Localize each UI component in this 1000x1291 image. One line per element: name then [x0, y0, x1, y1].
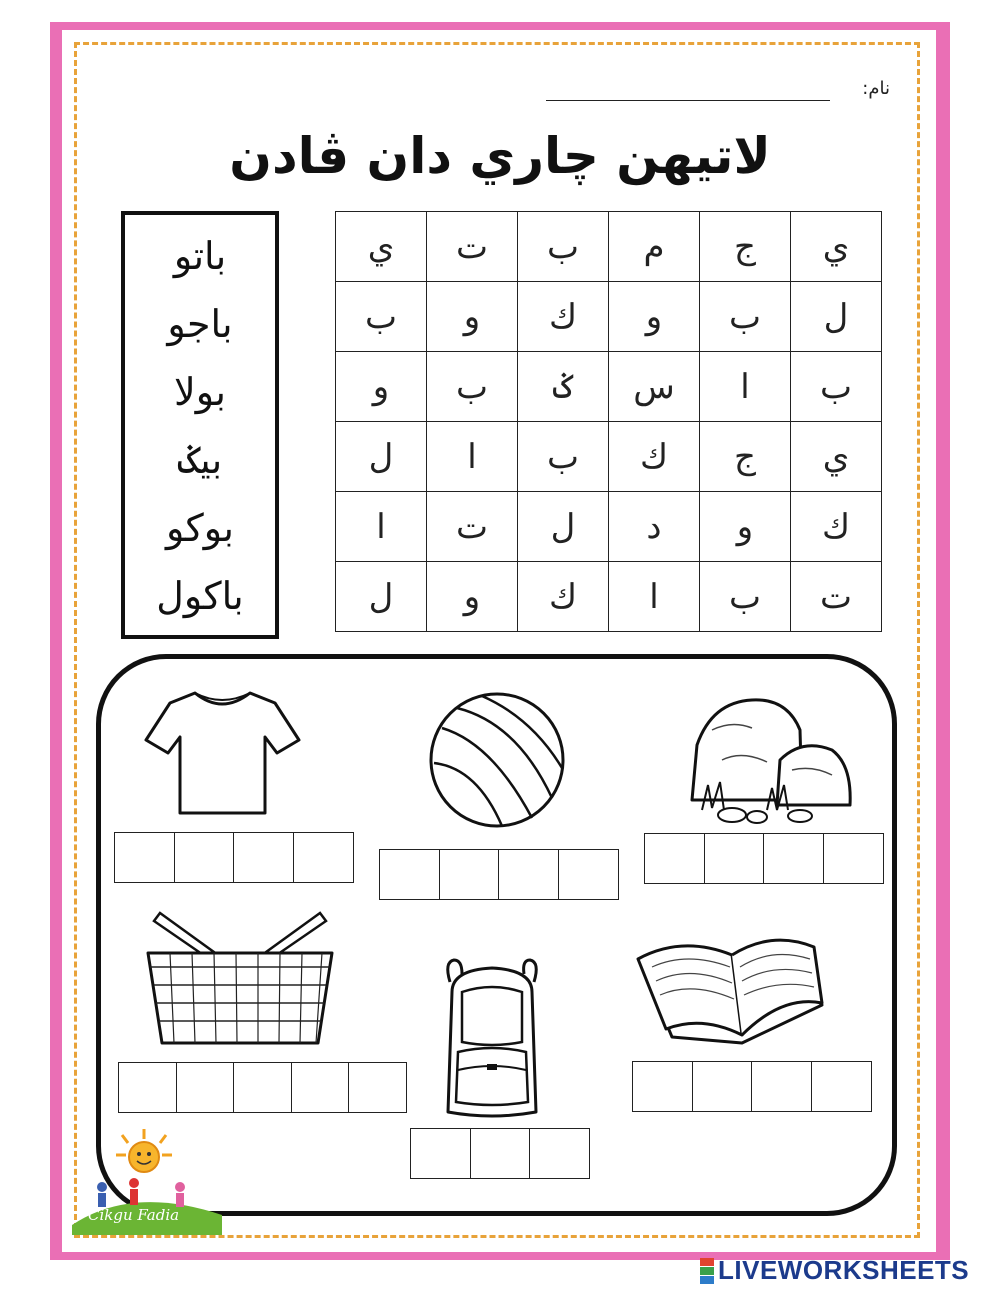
grid-cell[interactable]: ل	[336, 422, 427, 492]
answer-box[interactable]	[811, 1061, 872, 1112]
answer-box[interactable]	[644, 833, 705, 884]
grid-cell[interactable]: ب	[791, 352, 882, 422]
grid-cell[interactable]: و	[700, 492, 791, 562]
answer-boxes-shirt	[114, 832, 354, 883]
backpack-icon	[432, 952, 552, 1122]
rock-icon	[682, 690, 857, 830]
name-label: نام:	[862, 78, 890, 99]
word-search-grid	[335, 211, 882, 632]
answer-box[interactable]	[293, 832, 354, 883]
word-item: بوكو	[166, 506, 234, 550]
grid-cell[interactable]: ب	[518, 212, 609, 282]
word-item: باتو	[173, 234, 227, 278]
word-item: بيݢ	[177, 438, 223, 482]
grid-cell[interactable]: ي	[791, 212, 882, 282]
answer-box[interactable]	[174, 832, 235, 883]
grid-cell[interactable]: ل	[518, 492, 609, 562]
answer-boxes-basket	[118, 1062, 407, 1113]
answer-box[interactable]	[823, 833, 884, 884]
grid-cell[interactable]: س	[609, 352, 700, 422]
word-item: باكول	[156, 574, 244, 618]
answer-box[interactable]	[498, 849, 559, 900]
word-item: بولا	[174, 370, 226, 414]
grid-cell[interactable]: ت	[427, 492, 518, 562]
answer-box[interactable]	[439, 849, 500, 900]
answer-box[interactable]	[529, 1128, 590, 1179]
answer-box[interactable]	[632, 1061, 693, 1112]
answer-box[interactable]	[114, 832, 175, 883]
shirt-icon	[140, 685, 305, 820]
grid-cell[interactable]: د	[609, 492, 700, 562]
live-badge-icon	[700, 1258, 714, 1284]
grid-cell[interactable]: و	[609, 282, 700, 352]
answer-box[interactable]	[470, 1128, 531, 1179]
answer-box[interactable]	[233, 832, 294, 883]
ball-icon	[422, 688, 572, 833]
grid-cell[interactable]: ج	[700, 212, 791, 282]
grid-cell[interactable]: ب	[700, 562, 791, 632]
grid-cell[interactable]: ݢ	[518, 352, 609, 422]
grid-cell[interactable]: ب	[427, 352, 518, 422]
word-list-box	[121, 211, 279, 639]
grid-cell[interactable]: و	[427, 562, 518, 632]
word-item: باجو	[167, 302, 233, 346]
grid-cell[interactable]: ا	[427, 422, 518, 492]
answer-box[interactable]	[692, 1061, 753, 1112]
book-icon	[632, 925, 832, 1050]
author-logo-text: Cikgu Fadia	[88, 1206, 180, 1224]
grid-cell[interactable]: و	[427, 282, 518, 352]
name-input-line[interactable]	[546, 100, 830, 101]
grid-cell[interactable]: ل	[791, 282, 882, 352]
grid-cell[interactable]: ك	[518, 562, 609, 632]
grid-cell[interactable]: و	[336, 352, 427, 422]
answer-boxes-rock	[644, 833, 884, 884]
grid-cell[interactable]: ك	[791, 492, 882, 562]
grid-cell[interactable]: ا	[336, 492, 427, 562]
answer-box[interactable]	[348, 1062, 407, 1113]
grid-cell[interactable]: ي	[336, 212, 427, 282]
grid-cell[interactable]: ج	[700, 422, 791, 492]
answer-box[interactable]	[118, 1062, 177, 1113]
grid-cell[interactable]: ب	[336, 282, 427, 352]
grid-cell[interactable]: ت	[791, 562, 882, 632]
grid-cell[interactable]: ي	[791, 422, 882, 492]
worksheet-title: لاتيهن چاري دان ڤادن	[229, 127, 771, 185]
site-logo[interactable]: LIVEWORKSHEETS	[718, 1255, 970, 1285]
grid-cell[interactable]: ب	[518, 422, 609, 492]
answer-box[interactable]	[379, 849, 440, 900]
answer-box[interactable]	[763, 833, 824, 884]
grid-cell[interactable]: م	[609, 212, 700, 282]
answer-box[interactable]	[751, 1061, 812, 1112]
answer-box[interactable]	[291, 1062, 350, 1113]
grid-cell[interactable]: ا	[700, 352, 791, 422]
answer-box[interactable]	[233, 1062, 292, 1113]
answer-box[interactable]	[410, 1128, 471, 1179]
answer-boxes-book	[632, 1061, 872, 1112]
answer-boxes-backpack	[410, 1128, 590, 1179]
grid-cell[interactable]: ك	[518, 282, 609, 352]
answer-boxes-ball	[379, 849, 619, 900]
grid-cell[interactable]: ك	[609, 422, 700, 492]
answer-box[interactable]	[558, 849, 619, 900]
grid-cell[interactable]: ا	[609, 562, 700, 632]
grid-cell[interactable]: ب	[700, 282, 791, 352]
answer-box[interactable]	[704, 833, 765, 884]
answer-box[interactable]	[176, 1062, 235, 1113]
basket-icon	[140, 895, 340, 1050]
grid-cell[interactable]: ت	[427, 212, 518, 282]
grid-cell[interactable]: ل	[336, 562, 427, 632]
